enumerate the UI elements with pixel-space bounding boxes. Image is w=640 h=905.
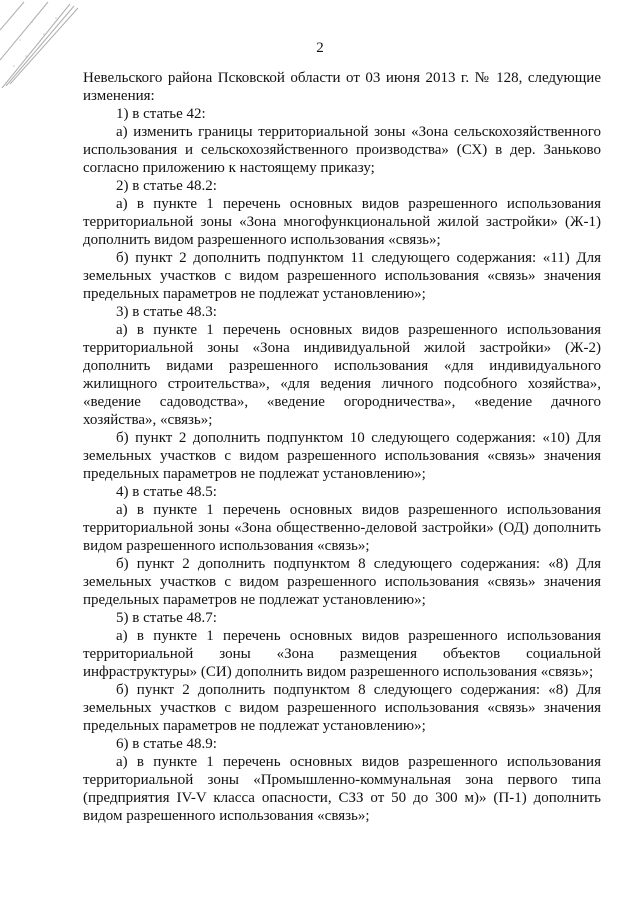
article-heading: 4) в статье 48.5: <box>116 484 217 500</box>
article-heading: 2) в статье 48.2: <box>116 178 217 194</box>
paragraph: а) в пункте 1 перечень основных видов разрешенного использования территориальной зоны «Зона общественно-деловой застройки» (ОД) дополнить видом разрешенного использования «связь»; <box>83 502 601 554</box>
paragraph: Невельского района Псковской области от 03 июня 2013 г. № 128, следующие изменения: <box>83 70 601 104</box>
document-body <box>83 69 601 825</box>
page-number: 2 <box>316 40 324 56</box>
paragraph: б) пункт 2 дополнить подпунктом 11 следующего содержания: «11) Для земельных участков с видом разрешенного использования «связь» значения предельных параметров не подлежат установлению»; <box>83 250 601 302</box>
paragraph: б) пункт 2 дополнить подпунктом 8 следующего содержания: «8) Для земельных участков с видом разрешенного использования «связь» значения предельных параметров не подлежат установлению»; <box>83 682 601 734</box>
paragraph: а) в пункте 1 перечень основных видов разрешенного использования территориальной зоны «Зона индивидуальной жилой застройки» (Ж-2) дополнить видами разрешенного использования «для индивидуального жилищного строительства», «для ведения личного подсобного хозяйства», «ведение садоводства», «ведение огородничества», «ведение дачного хозяйства», «связь»; <box>83 322 601 428</box>
paragraph: б) пункт 2 дополнить подпунктом 8 следующего содержания: «8) Для земельных участков с видом разрешенного использования «связь» значения предельных параметров не подлежат установлению»; <box>83 556 601 608</box>
article-heading: 5) в статье 48.7: <box>116 610 217 626</box>
article-heading: 6) в статье 48.9: <box>116 736 217 752</box>
paragraph: а) в пункте 1 перечень основных видов разрешенного использования территориальной зоны «Зона размещения объектов социальной инфраструктуры» (СИ) дополнить видом разрешенного использования «связь»; <box>83 628 601 680</box>
paragraph: б) пункт 2 дополнить подпунктом 10 следующего содержания: «10) Для земельных участков с видом разрешенного использования «связь» значения предельных параметров не подлежат установлению»; <box>83 430 601 482</box>
paragraph: а) в пункте 1 перечень основных видов разрешенного использования территориальной зоны «Зона многофункциональной жилой застройки» (Ж-1) дополнить видом разрешенного использования «связь»; <box>83 196 601 248</box>
paragraph: а) в пункте 1 перечень основных видов разрешенного использования территориальной зоны «Промышленно-коммунальная зона первого типа (предприятия IV-V класса опасности, СЗЗ от 50 до 300 м)» (П-1) дополнить видом разрешенного использования «связь»; <box>83 754 601 824</box>
article-heading: 3) в статье 48.3: <box>116 304 217 320</box>
paragraph: а) изменить границы территориальной зоны «Зона сельскохозяйственного использования и сельскохозяйственного производства» (СХ) в дер. Заньково согласно приложению к настоящему приказу; <box>83 124 601 176</box>
article-heading: 1) в статье 42: <box>116 106 206 122</box>
